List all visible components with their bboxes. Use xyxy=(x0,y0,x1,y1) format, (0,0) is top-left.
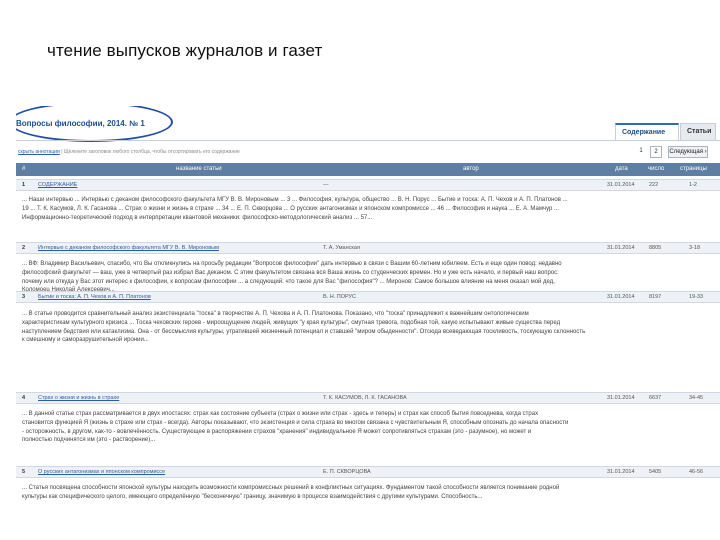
col-num[interactable]: # xyxy=(22,166,26,172)
row-views: 6637 xyxy=(649,395,662,401)
row-views: 8805 xyxy=(649,245,662,251)
row-views: 8197 xyxy=(649,294,662,300)
page-2-link[interactable]: 2 xyxy=(650,146,662,158)
annotation-line: - осторожность, в другом, как-то - вовлечённость. Существующее в распоряжении страхов "хранения" индивидуальное Я может сопротивляться страхам (это - разумное), но может и xyxy=(22,428,532,435)
annotation-line: Информационно-теоретический подход в интерпретации квантовой механики: философско-методологический анализ ... 57... xyxy=(22,214,373,221)
row-date: 31.01.2014 xyxy=(607,294,635,300)
article-title-link[interactable]: СОДЕРЖАНИЕ xyxy=(38,182,78,188)
article-title-link[interactable]: О русских антагонизмах и японском компромиссе xyxy=(38,469,166,475)
hint-bar xyxy=(18,149,240,155)
row-number: 2 xyxy=(22,245,26,251)
row-pages: 19-33 xyxy=(689,294,704,300)
row-annotation xyxy=(22,484,720,502)
row-annotation xyxy=(22,310,720,345)
row-annotation xyxy=(22,196,720,222)
next-page-button[interactable]: Следующая › xyxy=(668,146,708,158)
article-title-link[interactable]: Страх о жизни и жизнь в страхе xyxy=(38,395,120,401)
annotation-line: наступлением бедствия или катаклизма. Она - от бессмыслия культуры, утратившей жизненный потенциал и ставшей "миром обыденности". Отсюда всеведающая тоскливость, тоскующую склонность xyxy=(22,328,586,335)
annotation-line: ... В данной статье страх рассматривается в двух ипостасях: страх как состояние субъекта (страх о жизни или страх - здесь и теперь) и страх как способ бытия повседнева, когда страх xyxy=(22,411,539,417)
sort-hint-text: | Щёлкните заголовок любого столбца, чтобы отсортировать его содержание xyxy=(61,149,240,155)
hide-annotations-link[interactable]: скрыть аннотации xyxy=(18,149,60,155)
col-title[interactable]: название статьи xyxy=(176,166,222,172)
col-pages[interactable]: страницы xyxy=(680,166,707,172)
row-date: 31.01.2014 xyxy=(607,469,635,475)
journal-browser-screenshot xyxy=(16,106,720,540)
tab-contents[interactable]: Содержание xyxy=(615,123,679,141)
annotation-line: культуры как специфического целого, имеющего определённую "бесконечную" границу, значимую в процессе взаимодействия с другими культурами. Способность... xyxy=(22,493,483,500)
row-date: 31.01.2014 xyxy=(607,245,635,251)
tab-articles[interactable]: Статьи xyxy=(680,123,716,141)
annotation-line: характеристикам культурного кризиса ... Тоска чеховских героев - мироощущение людей, живущих "у края культуры", смутная тревога, подобная той, какую испытывают живые существа перед xyxy=(22,319,561,326)
row-pages: 34-45 xyxy=(689,395,704,401)
annotation-line: ... ВФ: Владимир Васильевич, спасибо, что Вы откликнулись на просьбу редакции "Вопросов философии" дать интервью в связи с Вашим 60-летним юбилеем. Есть и еще один повод: недавно xyxy=(22,261,562,267)
annotation-line: ... Статья посвящена способности японской культуры находить возможности компромиссных решений в конфликтных ситуациях. Фундаментом такой способности является понимание родной xyxy=(22,485,560,491)
row-number: 5 xyxy=(22,469,26,475)
row-pages: 3-18 xyxy=(689,245,701,251)
table-row xyxy=(16,242,720,254)
article-title-link[interactable]: Бытие и тоска: А. П. Чехов и А. П. Платонов xyxy=(38,294,151,300)
slide-title: чтение выпусков журналов и газет xyxy=(47,41,323,60)
annotation-line: философский факультет — ваш, уже в четвертый раз избрал Вас деканом. С этим факультетом связана вся Ваша жизнь со студенческих времен. Но и уже есть начало, и первый наш вопрос: xyxy=(22,269,559,276)
annotation-line: полностью подчинятся им (это - растворение)... xyxy=(22,437,156,444)
row-pages: 46-56 xyxy=(689,469,704,475)
row-author: Е. П. СКВОРЦОВА xyxy=(323,469,371,475)
table-header xyxy=(16,163,720,176)
row-number: 3 xyxy=(22,294,26,300)
issue-title[interactable]: Вопросы философии, 2014. № 1 xyxy=(16,119,145,128)
table-row xyxy=(16,179,720,191)
col-author[interactable]: автор xyxy=(463,166,479,172)
row-views: 222 xyxy=(649,182,659,188)
row-date: 31.01.2014 xyxy=(607,395,635,401)
row-date: 31.01.2014 xyxy=(607,182,635,188)
annotation-line: ... Наши интервью ... Интервью с деканом философского факультета МГУ В. В. Мироновым ... 3 ... Философия, культура, общество ... В. Н. Порус ... Бытие и тоска: А. П. Чехов и А. П. Платонов ... xyxy=(22,197,568,203)
row-number: 4 xyxy=(22,395,26,401)
row-author: Т. К. КАСУМОВ, Л. К. ГАСАНОВА xyxy=(323,395,407,401)
page-1-link[interactable]: 1 xyxy=(635,146,647,158)
col-views[interactable]: число xyxy=(648,166,665,172)
table-row xyxy=(16,466,720,478)
tab-divider xyxy=(16,140,720,141)
annotation-line: становится функцией Я (жизнь в страхе или страх - всегда). Авторы показывают, что экзистенция и сила страха во многом связана с чувствительным Я, способным опознать до начала опасности xyxy=(22,419,569,426)
row-annotation xyxy=(22,410,720,445)
annotation-line: почему или откуда у Вас этот интерес к философии, к вопросам философии ... а следующий: что такое для Вас "философия"? ... Миронов: Самое большое влияние на меня оказал мой дед, xyxy=(22,278,555,285)
row-views: 5405 xyxy=(649,469,662,475)
row-author: — xyxy=(323,182,329,188)
annotation-line: к смешному и саморазрушительной иронии... xyxy=(22,337,149,344)
row-annotation xyxy=(22,260,720,295)
annotation-line: ... В статье проводится сравнительный анализ экзистенциала "тоска" в творчестве А. П. Чехова и А. П. Платонова. Показано, что "тоска" принадлежит к важнейшим онтологическим xyxy=(22,311,529,317)
row-number: 1 xyxy=(22,182,26,188)
article-title-link[interactable]: Интервью с деканом философского факультета МГУ В. В. Мироновым xyxy=(38,245,219,251)
table-row xyxy=(16,392,720,404)
row-author: Т. А. Уманская xyxy=(323,245,360,251)
annotation-line: 19 ... Т. К. Касумов, Л. К. Гасанова ... Страх о жизни и жизнь в страхе ... 34 ... Е. П. Скворцова ... О русских антагонизмах и японском компромиссе ... 46 ... Философия и наука ... Е. А. Мамчур ... xyxy=(22,205,560,212)
col-date[interactable]: дата xyxy=(615,166,628,172)
row-pages: 1-2 xyxy=(689,182,697,188)
table-row xyxy=(16,291,720,303)
row-author: В. Н. ПОРУС xyxy=(323,294,356,300)
